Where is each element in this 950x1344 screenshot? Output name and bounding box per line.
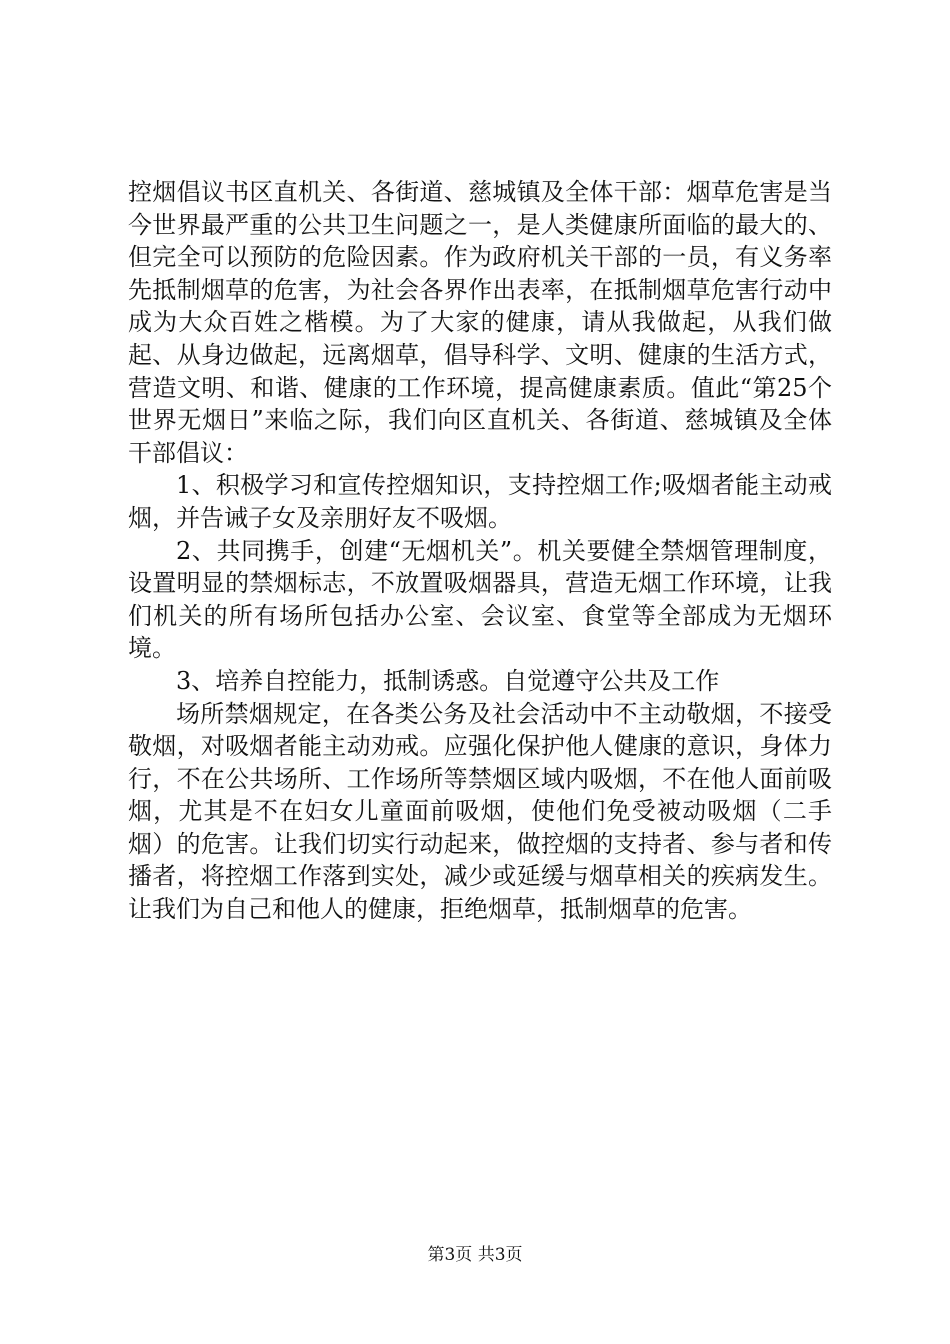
paragraph-item-2: 2、共同携手，创建“无烟机关”。机关要健全禁烟管理制度，设置明显的禁烟标志，不放置吸烟器具，营造无烟工作环境，让我们机关的所有场所包括办公室、会议室、食堂等全部成为无烟环境。: [128, 536, 832, 663]
paragraph-intro: 控烟倡议书区直机关、各街道、慈城镇及全体干部：烟草危害是当今世界最严重的公共卫生问题之一，是人类健康所面临的最大的、但完全可以预防的危险因素。作为政府机关干部的一员，有义务率先抵制烟草的危害，为社会各界作出表率，在抵制烟草危害行动中成为大众百姓之楷模。为了大家的健康，请从我做起，从我们做起、从身边做起，远离烟草，倡导科学、文明、健康的生活方式，营造文明、和谐、健康的工作环境，提高健康素质。值此“第25个世界无烟日”来临之际，我们向区直机关、各街道、慈城镇及全体干部倡议：: [128, 178, 832, 467]
paragraph-item-1: 1、积极学习和宣传控烟知识，支持控烟工作;吸烟者能主动戒烟，并告诫子女及亲朋好友不吸烟。: [128, 471, 832, 532]
paragraph-item-3-continued: 场所禁烟规定，在各类公务及社会活动中不主动敬烟，不接受敬烟，对吸烟者能主动劝戒。应强化保护他人健康的意识，身体力行，不在公共场所、工作场所等禁烟区域内吸烟，不在他人面前吸烟，尤其是不在妇女儿童面前吸烟，使他们免受被动吸烟（二手烟）的危害。让我们切实行动起来，做控烟的支持者、参与者和传播者，将控烟工作落到实处，减少或延缓与烟草相关的疾病发生。让我们为自己和他人的健康，拒绝烟草，抵制烟草的危害。: [128, 699, 832, 924]
page-number-label: 第3页 共3页: [427, 1245, 523, 1265]
paragraph-item-3: 3、培养自控能力，抵制诱惑。自觉遵守公共及工作: [176, 666, 720, 695]
document-body: [128, 176, 832, 926]
page-footer: [0, 1244, 950, 1266]
